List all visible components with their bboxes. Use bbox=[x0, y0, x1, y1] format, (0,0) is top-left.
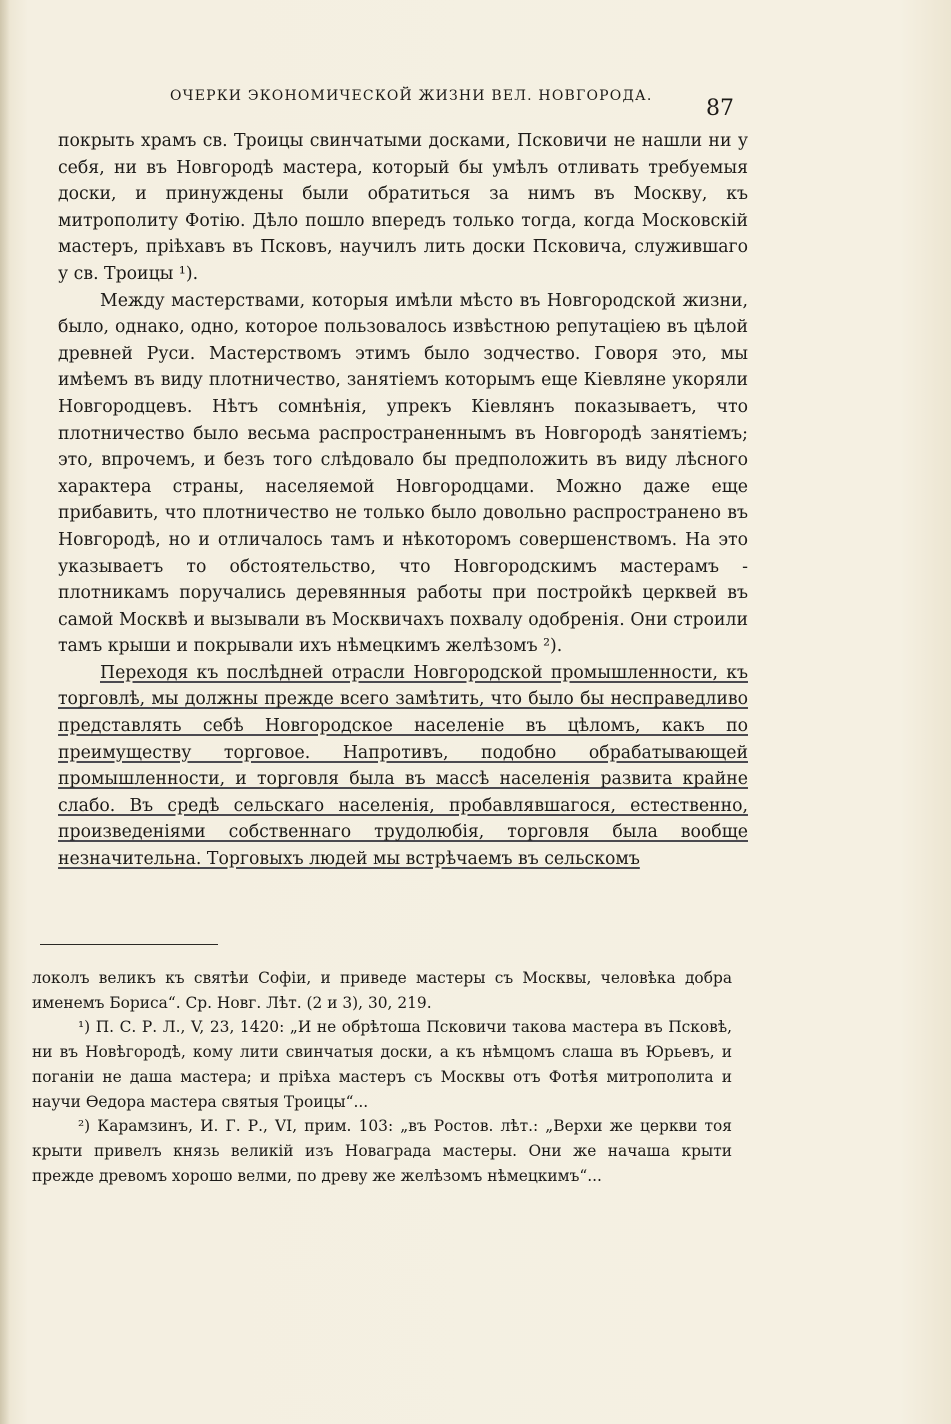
paragraph-continuation: покрыть храмъ св. Троицы свинчатыми досками, Псковичи не нашли ни у себя, ни въ Новгородѣ мастера, который бы умѣлъ отливать требуемыя доски, и принуждены были обратиться за нимъ въ Москву, къ митрополиту Фотію. Дѣло пошло впередъ только тогда, когда Московскій мастеръ, пріѣхавъ въ Псковъ, научилъ лить доски Псковича, служившаго у св. Троицы ¹). bbox=[58, 131, 748, 284]
running-title: ОЧЕРКИ ЭКОНОМИЧЕСКОЙ ЖИЗНИ ВЕЛ. НОВГОРОДА. bbox=[170, 88, 653, 104]
footnotes bbox=[32, 966, 732, 1188]
paragraph-carpentry: Между мастерствами, которыя имѣли мѣсто въ Новгородской жизни, было, однако, одно, которое пользовалось извѣстною репутаціею въ цѣлой древней Руси. Мастерствомъ этимъ было зодчество. Говоря это, мы имѣемъ въ виду плотничество, занятіемъ которымъ еще Кіевляне укоряли Новгородцевъ. Нѣтъ сомнѣнія, упрекъ Кіевлянъ показываетъ, что плотничество было весьма распространеннымъ въ Новгородѣ занятіемъ; это, впрочемъ, и безъ того слѣдовало бы предположить въ виду лѣсного характера страны, населяемой Новгородцами. Можно даже еще прибавить, что плотничество не только было довольно распространено въ Новгородѣ, но и отличалось тамъ и нѣкоторомъ совершенствомъ. На это указываетъ то обстоятельство, что Новгородскимъ мастерамъ - плотникамъ поручались деревянныя работы при постройкѣ церквей въ самой Москвѣ и вызывали въ Москвичахъ похвалу одобренія. Они строили тамъ крыши и покрывали ихъ нѣмецкимъ желѣзомъ ²). bbox=[58, 290, 748, 657]
paragraph-trade: Переходя къ послѣдней отрасли Новгородской промышленности, къ торговлѣ, мы должны прежде всего замѣтить, что было бы несправедливо представлять себѣ Новгородское населеніе въ цѣломъ, какъ по преимуществу торговое. Напротивъ, подобно обрабатывающей промышленности, и торговля была въ массѣ населенія развита крайне слабо. Въ средѣ сельскаго населенія, пробавлявшагося, естественно, произведеніями собственнаго трудолюбія, торговля была вообще незначительна. Торговыхъ людей мы встрѣчаемъ въ сельскомъ bbox=[58, 662, 748, 870]
footnote-continuation: локолъ великъ къ святѣи Софіи, и приведе мастеры съ Москвы, человѣка добра именемъ Бориса“. Ср. Новг. Лѣт. (2 и 3), 30, 219. bbox=[32, 969, 732, 1012]
footnote-separator bbox=[40, 944, 218, 945]
main-text bbox=[58, 128, 748, 873]
binding-shadow bbox=[0, 0, 10, 1424]
footnote-1: ¹) П. С. Р. Л., V, 23, 1420: „И не обрѣтоша Псковичи такова мастера въ Псковѣ, ни въ Новѣгородѣ, кому лити свинчатыя доски, а къ нѣмцомъ слаша въ Юрьевъ, и поганіи не даша мастера; и пріѣха мастеръ съ Москвы отъ Фотѣя митрополита и научи Ѳедора мастера святыя Троицы“... bbox=[32, 1018, 732, 1111]
page-number: 87 bbox=[706, 96, 734, 121]
footnote-2: ²) Карамзинъ, И. Г. Р., VI, прим. 103: „въ Ростов. лѣт.: „Верхи же церкви тоя крыти привелъ князь великій изъ Новаграда мастеры. Они же начаша крыти прежде древомъ хорошо велми, по древу же желѣзомъ нѣмецкимъ“... bbox=[32, 1117, 732, 1185]
